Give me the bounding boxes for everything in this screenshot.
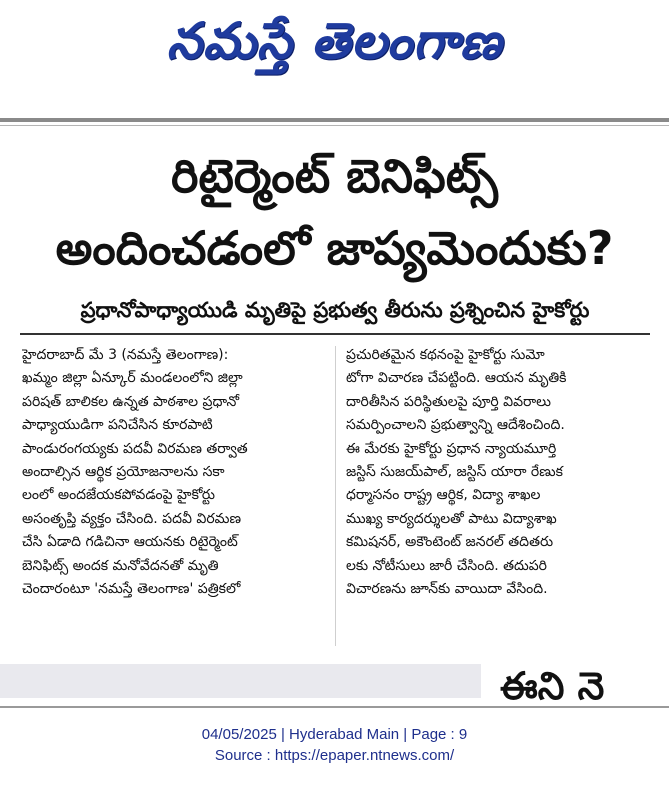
body-line: పాధ్యాయుడిగా పనిచేసిన కూరపాటి xyxy=(22,417,213,434)
body-line: పాండురంగయ్యకు పదవీ విరమణ తర్వాత xyxy=(22,440,248,457)
body-line: చేసి ఏడాది గడిచినా ఆయనకు రిటైర్మెంట్ xyxy=(22,534,238,551)
bottom-divider xyxy=(0,706,669,708)
body-line: జస్టిస్ సుజయ్‌పాల్, జస్టిస్ యారా రేణుక xyxy=(346,464,563,481)
headline-line-2: అందించడంలో జాప్యమెందుకు? xyxy=(55,221,614,275)
body-line: అసంతృప్తి వ్యక్తం చేసింది. పదవీ విరమణ xyxy=(22,510,242,527)
source-link[interactable]: Source : https://epaper.ntnews.com/ xyxy=(214,747,455,764)
article-column-left xyxy=(22,344,326,601)
body-line: అందాల్సిన ఆర్థిక ప్రయోజనాలను సకా xyxy=(22,464,225,481)
body-line: ధర్మాసనం రాష్ట్ర ఆర్థిక, విద్యా శాఖల xyxy=(346,487,541,504)
body-line: విచారణను జూన్‌కు వాయిదా వేసింది. xyxy=(346,581,548,598)
article-headline xyxy=(0,140,669,284)
subheadline-divider xyxy=(20,333,650,335)
clipping-footer xyxy=(0,724,669,766)
body-line: కమిషనర్, అకౌంటెంట్ జనరల్ తదితరు xyxy=(346,534,554,551)
edition-info: 04/05/2025 | Hyderabad Main | Page : 9 xyxy=(201,726,468,743)
body-line: టోగా విచారణ చేపట్టింది. ఆయన మృతికి xyxy=(346,370,567,387)
article-subheadline: ప్రధానోపాధ్యాయుడి మృతిపై ప్రభుత్వ తీరును ప్రశ్నించిన హైకోర్టు xyxy=(80,298,590,322)
body-line: లకు నోటీసులు జారీ చేసింది. తదుపరి xyxy=(346,557,547,574)
column-divider xyxy=(335,346,336,646)
body-line: లంలో అందజేయకపోవడంపై హైకోర్టు xyxy=(22,487,215,504)
body-line: ఖమ్మం జిల్లా ఏన్కూర్ మండలంలోని జిల్లా xyxy=(22,370,243,387)
body-line: ఈ మేరకు హైకోర్టు ప్రధాన న్యాయమూర్తి xyxy=(346,440,557,457)
article-column-right xyxy=(346,344,646,601)
masthead-divider xyxy=(0,118,669,122)
masthead xyxy=(0,0,669,118)
body-line: దారితీసిన పరిస్థితులపై పూర్తి వివరాలు xyxy=(346,393,551,410)
headline-line-1: రిటైర్మెంట్ బెనిఫిట్స్ xyxy=(171,149,498,203)
next-article-fragment xyxy=(500,664,669,704)
body-line: బెనిఫిట్స్ అందక మనోవేదనతో మృతి xyxy=(22,557,219,574)
body-line: పరిషత్ బాలికల ఉన్నత పాఠశాల ప్రధానో xyxy=(22,393,240,410)
body-line: చెందారంటూ 'నమస్తే తెలంగాణ' పత్రికలో xyxy=(22,581,241,598)
next-article-headline-fragment: ఈని నె xyxy=(500,664,605,704)
bottom-shaded-band xyxy=(0,664,481,698)
body-line: ముఖ్య కార్యదర్శులతో పాటు విద్యాశాఖ xyxy=(346,510,557,527)
body-line: ప్రచురితమైన కథనంపై హైకోర్టు సుమో xyxy=(346,347,545,363)
body-line: హైదరాబాద్ మే 3 (నమస్తే తెలంగాణ): xyxy=(22,347,229,363)
masthead-divider-thin xyxy=(0,125,669,126)
body-line: సమర్పించాలని ప్రభుత్వాన్ని ఆదేశించింది. xyxy=(346,417,565,434)
newspaper-logo: నమస్తే తెలంగాణ xyxy=(166,12,503,70)
